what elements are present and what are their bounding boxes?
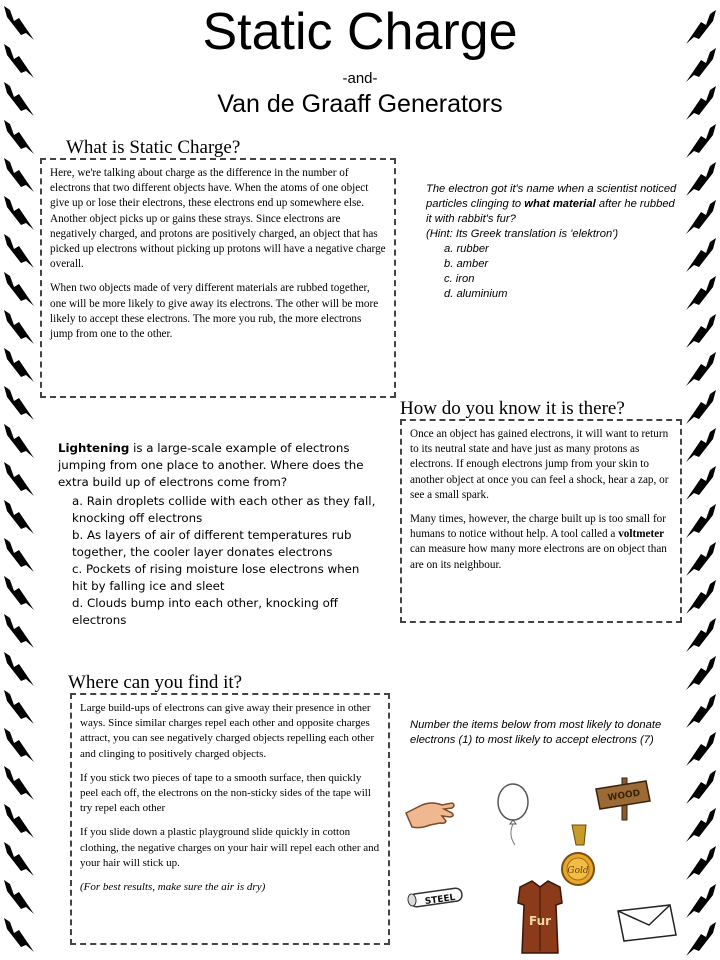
- how-know-heading: How do you know it is there?: [400, 398, 625, 419]
- lightning-bolt-icon: [4, 272, 34, 306]
- wood-sign-icon: [596, 778, 650, 820]
- lightning-bolt-icon: [4, 120, 34, 154]
- lightning-bolt-icon: [686, 466, 716, 500]
- how-know-para2: Many times, however, the charge built up is too small for humans to notice without help. A tool called a voltmeter can measure how many more electrons are on object than are on its neighbour.: [410, 513, 667, 571]
- lightning-bolt-icon: [686, 124, 716, 158]
- lightning-bolt-icon: [686, 390, 716, 424]
- lightning-bolt-icon: [4, 196, 34, 230]
- lightning-bolt-icon: [686, 580, 716, 614]
- lightning-bolt-icon: [4, 652, 34, 686]
- lightning-bolt-icon: [686, 504, 716, 538]
- lightning-question: [58, 440, 376, 629]
- lightning-option: b. As layers of air of different temperatures rub together, the cooler layer donates electrons: [72, 528, 352, 559]
- wood-label: WOOD: [607, 788, 641, 804]
- static-charge-box: [40, 158, 396, 398]
- lightning-bolt-icon: [4, 310, 34, 344]
- electron-option: a. rubber: [444, 243, 489, 255]
- electron-option: b. amber: [444, 258, 489, 270]
- lightning-bolt-icon: [4, 424, 34, 458]
- static-charge-para1: Here, we're talking about charge as the difference in the number of electrons that two different objects have. When the atoms of one object give up or lose their electrons, these electrons end up somewhere else. Another object picks up or gains these strays. Since electrons are negatively charged, and protons are positively charged, an object that has picked up electrons without picking up protons will have a negative charge overall.: [50, 167, 386, 271]
- lightning-question-text: Lightening is a large-scale example of electrons jumping from one place to another. Where does the extra build up of electrons come from?: [58, 441, 364, 489]
- balloon-icon: [498, 784, 528, 845]
- gold-label: Gold: [567, 866, 589, 876]
- lightning-bolt-icon: [4, 576, 34, 610]
- title-conjunction: -and-: [342, 70, 378, 87]
- where-find-heading: Where can you find it?: [68, 672, 243, 693]
- lightning-bolt-icon: [686, 770, 716, 804]
- lightning-bolt-icon: [4, 462, 34, 496]
- where-find-para1: Large build-ups of electrons can give away their presence in other ways. Since similar charges repel each other and opposite charges attract, you can see negatively charged objects repelling each other and clinging to positively charged objects.: [80, 702, 375, 760]
- how-know-para1: Once an object has gained electrons, it will want to return to its neutral state and have just as many protons as electrons. If enough electrons jump from your skin to another object at once you can feel a shock, hear a zap, or see a small spark.: [410, 428, 669, 501]
- fur-label: Fur: [528, 914, 552, 928]
- hand-icon: [406, 803, 454, 828]
- lightning-bolt-icon: [4, 538, 34, 572]
- ranking-instruction: Number the items below from most likely to donate electrons (1) to most likely to accept electrons (7): [410, 719, 662, 746]
- where-find-para3: If you slide down a plastic playground slide quickly in cotton clothing, the negative charges on your hair will repel each other and your hair will stick up.: [80, 826, 380, 869]
- fur-coat-icon: [518, 881, 562, 953]
- steel-label: STEEL: [424, 892, 457, 908]
- ranking-items: [400, 775, 690, 955]
- electron-option: d. aluminium: [444, 288, 508, 300]
- voltmeter-term: voltmeter: [618, 528, 665, 541]
- lightning-bolt-icon: [686, 542, 716, 576]
- electron-question-hint: (Hint: Its Greek translation is 'elektron'): [426, 228, 619, 240]
- lightning-bolt-icon: [686, 238, 716, 272]
- electron-options: [426, 242, 682, 302]
- lightning-bolt-icon: [686, 276, 716, 310]
- left-bolt-column: [4, 6, 34, 952]
- lightning-option: d. Clouds bump into each other, knocking off electrons: [72, 596, 338, 627]
- lightning-bolt-icon: [686, 162, 716, 196]
- lightning-bolt-icon: [686, 884, 716, 918]
- lightning-bolt-icon: [4, 918, 34, 952]
- right-bolt-column: [686, 10, 716, 956]
- where-find-para2: If you stick two pieces of tape to a smooth surface, then quickly peel each off, the electrons on the non-sticky sides of the tape will try repel each other: [80, 771, 371, 815]
- where-find-note: (For best results, make sure the air is dry): [80, 881, 266, 894]
- lightning-bolt-icon: [686, 922, 716, 956]
- lightning-option: c. Pockets of rising moisture lose electrons when hit by falling ice and sleet: [72, 562, 360, 593]
- lightning-bolt-icon: [4, 728, 34, 762]
- lightning-bolt-icon: [4, 348, 34, 382]
- electron-option: c. iron: [444, 273, 475, 285]
- lightning-bolt-icon: [4, 234, 34, 268]
- electron-question: [426, 182, 682, 302]
- where-find-box: [70, 693, 390, 945]
- electron-question-bold: what material: [524, 198, 596, 210]
- envelope-icon: [618, 905, 676, 941]
- lightning-bolt-icon: [4, 804, 34, 838]
- steel-bar-icon: [407, 887, 463, 907]
- lightning-bolt-icon: [686, 352, 716, 386]
- lightning-option: a. Rain droplets collide with each other as they fall, knocking off electrons: [72, 494, 376, 525]
- lightening-term: Lightening: [58, 441, 130, 455]
- static-charge-para2: When two objects made of very different materials are rubbed together, one will be more likely to give away its electrons. The other will be more likely to accept these electrons. The more you rub, the more electrons jump from one to the other.: [50, 282, 379, 341]
- lightning-bolt-icon: [4, 386, 34, 420]
- how-know-box: [400, 419, 682, 623]
- lightning-bolt-icon: [686, 428, 716, 462]
- lightning-bolt-icon: [686, 618, 716, 652]
- lightning-bolt-icon: [686, 846, 716, 880]
- electron-question-text: The electron got it's name when a scientist noticed particles clinging to what material after he rubbed it with rabbit's fur?: [426, 183, 677, 225]
- lightning-bolt-icon: [686, 808, 716, 842]
- lightning-options: [58, 493, 376, 629]
- lightning-bolt-icon: [4, 842, 34, 876]
- page-title: Static Charge: [202, 3, 518, 61]
- gold-medal-icon: [562, 825, 594, 885]
- static-charge-heading: What is Static Charge?: [66, 137, 241, 158]
- lightning-bolt-icon: [4, 614, 34, 648]
- lightning-bolt-icon: [4, 500, 34, 534]
- lightning-bolt-icon: [4, 158, 34, 192]
- lightning-bolt-icon: [686, 200, 716, 234]
- page-subtitle: Van de Graaff Generators: [217, 90, 503, 118]
- lightning-bolt-icon: [4, 690, 34, 724]
- lightning-bolt-icon: [686, 314, 716, 348]
- lightning-bolt-icon: [4, 766, 34, 800]
- lightning-bolt-icon: [686, 656, 716, 690]
- lightning-bolt-icon: [4, 880, 34, 914]
